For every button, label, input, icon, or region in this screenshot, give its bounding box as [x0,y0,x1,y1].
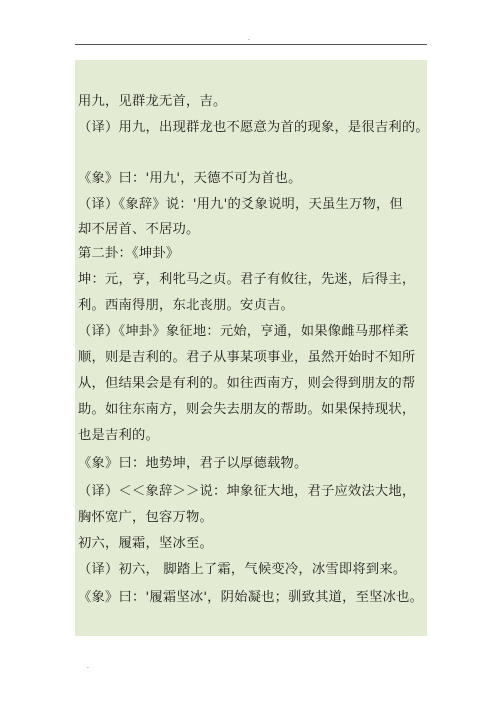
text-line: 利。西南得朋，东北丧朋。安贞吉。 [78,298,294,313]
text-line: 也是吉利的。 [78,428,159,443]
text-line: 初六，履霜，坚冰至。 [78,536,213,551]
header-rule [75,44,427,45]
text-line: 却不居首、不居功。 [78,222,200,237]
text-line: 顺，则是吉利的。君子从事某项事业，虽然开始时不知所 [78,350,416,365]
header-dot: . [248,35,250,42]
text-line: 坤：元，亨，利牝马之贞。君子有攸往，先迷，后得主， [78,272,416,287]
text-line: （译）初六， 脚踏上了霜，气候变冷，冰雪即将到来。 [78,562,407,577]
footer-dot: . [87,663,89,670]
text-line: 《象》曰：'履霜坚冰'，阴始凝也；驯致其道，至坚冰也。 [78,590,424,605]
text-line: 《象》曰：'用九'，天德不可为首也。 [78,171,302,186]
text-line: 从，但结果会是有利的。如往西南方，则会得到朋友的帮 [78,376,416,391]
text-line: 用九，见群龙无首，吉。 [78,94,227,109]
text-line: （译）＜＜象辞＞＞说：坤象征大地，君子应效法大地， [78,484,416,499]
text-line: 助。如往东南方，则会失去朋友的帮助。如果保持现状， [78,402,416,417]
text-line: 胸怀宽广，包容万物。 [78,510,213,525]
text-line: （译）用九，出现群龙也不愿意为首的现象，是很吉利的。 [78,120,429,135]
text-line: （译）《坤卦》象征地：元始，亨通，如果像雌马那样柔 [78,324,409,339]
text-line: 《象》曰：地势坤，君子以厚德载物。 [78,456,308,471]
text-line: （译）《象辞》说：'用九'的爻象说明，天虽生万物，但 [78,197,403,212]
section-heading: 第二卦：《坤卦》 [78,246,180,261]
